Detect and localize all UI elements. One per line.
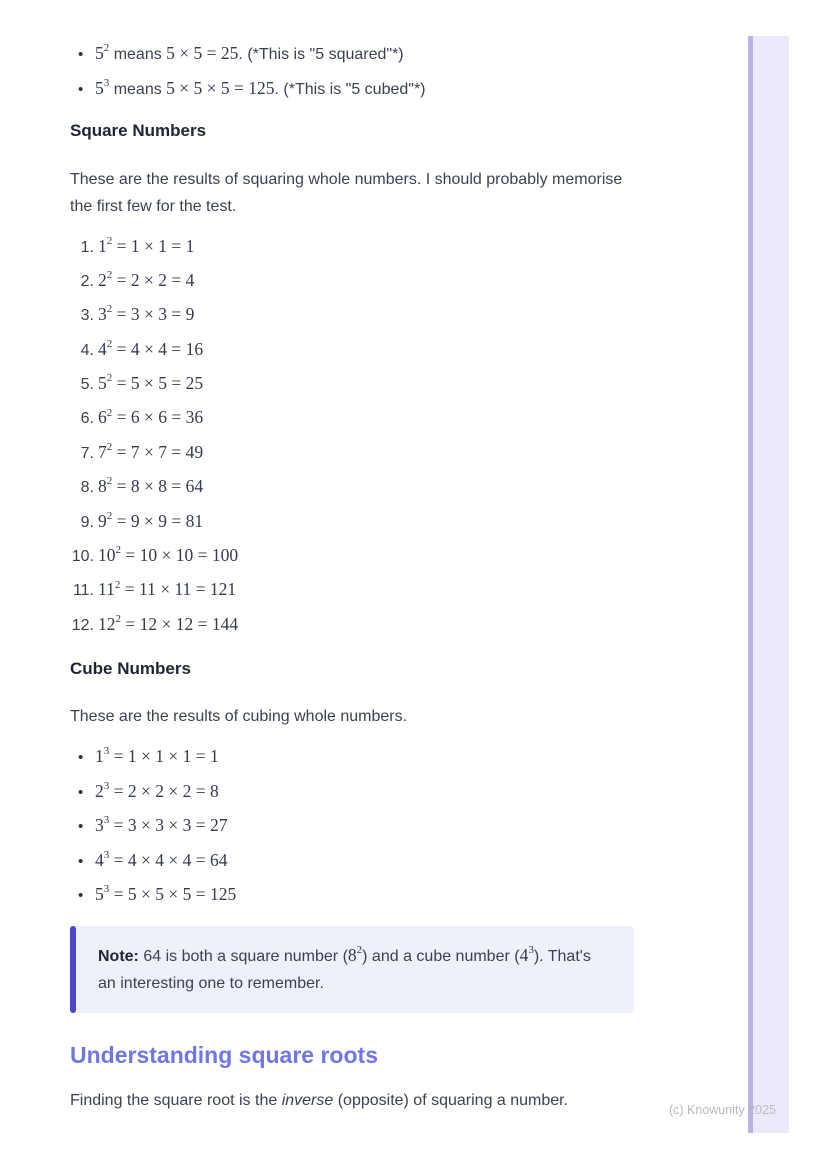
math-expression xyxy=(98,439,203,466)
math-base: 5 xyxy=(95,43,104,63)
math-base: 4 xyxy=(519,945,529,966)
math-exponent: 2 xyxy=(103,42,110,55)
emphasized-text: inverse xyxy=(281,1092,334,1110)
math-expression xyxy=(95,812,227,839)
math-rest: = 7 × 7 = 49 xyxy=(112,441,204,462)
math-exponent: 2 xyxy=(106,475,113,488)
math-exponent: 2 xyxy=(106,269,113,282)
math-expression xyxy=(95,743,219,770)
page-edge-bar xyxy=(748,36,789,1133)
watermark: (c) Knowunity 2025 xyxy=(668,1103,776,1117)
math-rest: = 3 × 3 = 9 xyxy=(112,304,195,325)
intro-bullet-list xyxy=(70,40,645,103)
math-exponent: 3 xyxy=(103,814,110,827)
bullet-icon: • xyxy=(78,783,84,801)
math-expression xyxy=(98,473,203,500)
bullet-icon: • xyxy=(78,818,84,836)
text-run: ) and a cube number ( xyxy=(362,948,520,966)
math-base: 10 xyxy=(98,545,116,566)
math-base: 4 xyxy=(98,338,107,359)
list-item xyxy=(70,611,645,639)
math-exponent: 2 xyxy=(115,544,121,557)
math-expression xyxy=(98,233,194,260)
math-expression: 5 × 5 × 5 = 125 xyxy=(166,77,275,98)
math-expression xyxy=(95,78,109,98)
math-exponent: 2 xyxy=(115,612,121,625)
math-rest: = 4 × 4 × 4 = 64 xyxy=(109,849,228,870)
math-base: 2 xyxy=(98,269,107,290)
document-page xyxy=(70,40,645,1115)
math-expression xyxy=(98,267,194,294)
math-base: 12 xyxy=(98,613,116,634)
bullet-icon: • xyxy=(78,887,84,905)
list-item xyxy=(70,812,645,840)
bullet-icon: • xyxy=(78,80,84,98)
list-item-text xyxy=(95,75,426,103)
math-base: 4 xyxy=(95,849,104,870)
list-item xyxy=(70,576,645,604)
square-numbers-heading: Square Numbers xyxy=(70,120,207,140)
math-expression xyxy=(520,945,534,965)
list-marker: 7. xyxy=(80,444,94,462)
text-run: (opposite) of squaring a number. xyxy=(333,1092,569,1110)
list-marker: 6. xyxy=(80,410,94,428)
math-rest: = 11 × 11 = 121 xyxy=(120,579,237,600)
math-base: 9 xyxy=(98,510,107,531)
list-item xyxy=(70,508,645,536)
list-item xyxy=(70,370,645,398)
math-base: 5 xyxy=(98,373,107,394)
math-rest: = 2 × 2 × 2 = 8 xyxy=(109,780,219,801)
math-rest: = 2 × 2 = 4 xyxy=(112,269,195,290)
math-exponent: 2 xyxy=(356,944,363,957)
note-callout xyxy=(70,926,634,1013)
list-item xyxy=(70,847,645,875)
note-label: Note: xyxy=(98,948,139,966)
math-exponent: 2 xyxy=(106,406,113,419)
square-numbers-intro: These are the results of squaring whole numbers. I should probably memorise the first few for the test. xyxy=(70,170,623,215)
list-item xyxy=(70,404,645,432)
math-expression xyxy=(98,404,203,431)
list-item xyxy=(70,743,645,771)
list-marker: 2. xyxy=(80,272,94,290)
math-rest: = 1 × 1 = 1 xyxy=(112,235,195,256)
list-item-text xyxy=(95,40,404,68)
math-base: 5 xyxy=(95,77,104,98)
math-base: 7 xyxy=(98,441,107,462)
text-run: . (*This is "5 squared"*) xyxy=(238,46,404,63)
math-expression xyxy=(95,847,227,874)
math-expression xyxy=(95,43,109,63)
cube-numbers-intro: These are the results of cubing whole numbers. xyxy=(70,707,408,725)
note-text xyxy=(98,944,591,993)
math-rest: = 5 × 5 × 5 = 125 xyxy=(109,884,237,905)
math-exponent: 2 xyxy=(106,303,113,316)
text-run: ). That's an interesting one to remember. xyxy=(98,948,591,993)
square-roots-heading: Understanding square roots xyxy=(70,1042,378,1069)
bullet-icon: • xyxy=(78,749,84,767)
math-exponent: 2 xyxy=(106,441,113,454)
math-exponent: 3 xyxy=(103,76,110,89)
math-expression xyxy=(95,881,236,908)
list-item xyxy=(70,267,645,295)
math-exponent: 3 xyxy=(103,848,110,861)
math-rest: = 6 × 6 = 36 xyxy=(112,407,204,428)
math-rest: = 9 × 9 = 81 xyxy=(112,510,204,531)
math-base: 8 xyxy=(347,945,357,966)
list-marker: 12. xyxy=(71,616,94,634)
math-exponent: 3 xyxy=(103,745,110,758)
math-base: 11 xyxy=(98,579,115,600)
list-item xyxy=(70,336,645,364)
list-item xyxy=(70,75,645,103)
math-rest: = 3 × 3 × 3 = 27 xyxy=(109,815,228,836)
math-base: 6 xyxy=(98,407,107,428)
list-item xyxy=(70,233,645,261)
math-exponent: 3 xyxy=(528,944,534,957)
math-expression xyxy=(348,945,362,965)
list-item xyxy=(70,40,645,68)
math-expression xyxy=(98,301,194,328)
list-item xyxy=(70,542,645,570)
math-exponent: 3 xyxy=(103,779,110,792)
math-base: 8 xyxy=(98,476,107,497)
math-base: 1 xyxy=(98,235,107,256)
math-expression xyxy=(98,336,203,363)
math-base: 5 xyxy=(95,884,104,905)
math-base: 2 xyxy=(95,780,104,801)
bullet-icon: • xyxy=(78,46,84,63)
square-numbers-list xyxy=(70,233,645,639)
math-expression xyxy=(98,508,203,535)
math-expression xyxy=(98,370,203,397)
math-rest: = 12 × 12 = 144 xyxy=(121,613,239,634)
math-exponent: 2 xyxy=(106,234,113,247)
cube-numbers-heading: Cube Numbers xyxy=(70,658,191,678)
square-roots-intro xyxy=(70,1087,645,1115)
text-run: 64 is both a square number ( xyxy=(138,948,348,966)
list-marker: 5. xyxy=(80,376,94,394)
list-marker: 4. xyxy=(80,341,94,359)
list-item xyxy=(70,473,645,501)
list-marker: 9. xyxy=(80,513,94,531)
math-expression xyxy=(98,611,238,638)
math-rest: = 10 × 10 = 100 xyxy=(121,545,239,566)
list-marker: 8. xyxy=(80,479,94,497)
math-rest: = 1 × 1 × 1 = 1 xyxy=(109,746,219,767)
text-run: Finding the square root is the xyxy=(70,1092,282,1110)
math-base: 3 xyxy=(95,815,104,836)
cube-numbers-list xyxy=(70,743,645,909)
text-run: means xyxy=(109,80,167,98)
list-item xyxy=(70,439,645,467)
list-marker: 3. xyxy=(80,307,94,325)
math-rest: = 4 × 4 = 16 xyxy=(112,338,204,359)
math-exponent: 2 xyxy=(106,509,113,522)
math-base: 1 xyxy=(95,746,104,767)
text-run: . (*This is "5 cubed"*) xyxy=(274,80,426,98)
math-rest: = 5 × 5 = 25 xyxy=(112,373,204,394)
list-item xyxy=(70,778,645,806)
math-expression: 5 × 5 = 25 xyxy=(166,43,239,63)
list-marker: 1. xyxy=(80,238,94,256)
math-rest: = 8 × 8 = 64 xyxy=(112,476,204,497)
math-exponent: 2 xyxy=(114,578,121,591)
text-run: means xyxy=(109,46,167,63)
list-marker: 11. xyxy=(72,582,94,600)
math-expression xyxy=(98,542,238,569)
math-exponent: 2 xyxy=(106,337,113,350)
list-marker: 10. xyxy=(71,548,94,566)
math-base: 3 xyxy=(98,304,107,325)
list-item xyxy=(70,301,645,329)
list-item xyxy=(70,881,645,909)
note-accent-bar xyxy=(70,926,76,1013)
math-exponent: 3 xyxy=(103,883,110,896)
bullet-icon: • xyxy=(78,852,84,870)
math-expression xyxy=(98,576,236,603)
math-expression xyxy=(95,778,219,805)
math-exponent: 2 xyxy=(106,372,113,385)
